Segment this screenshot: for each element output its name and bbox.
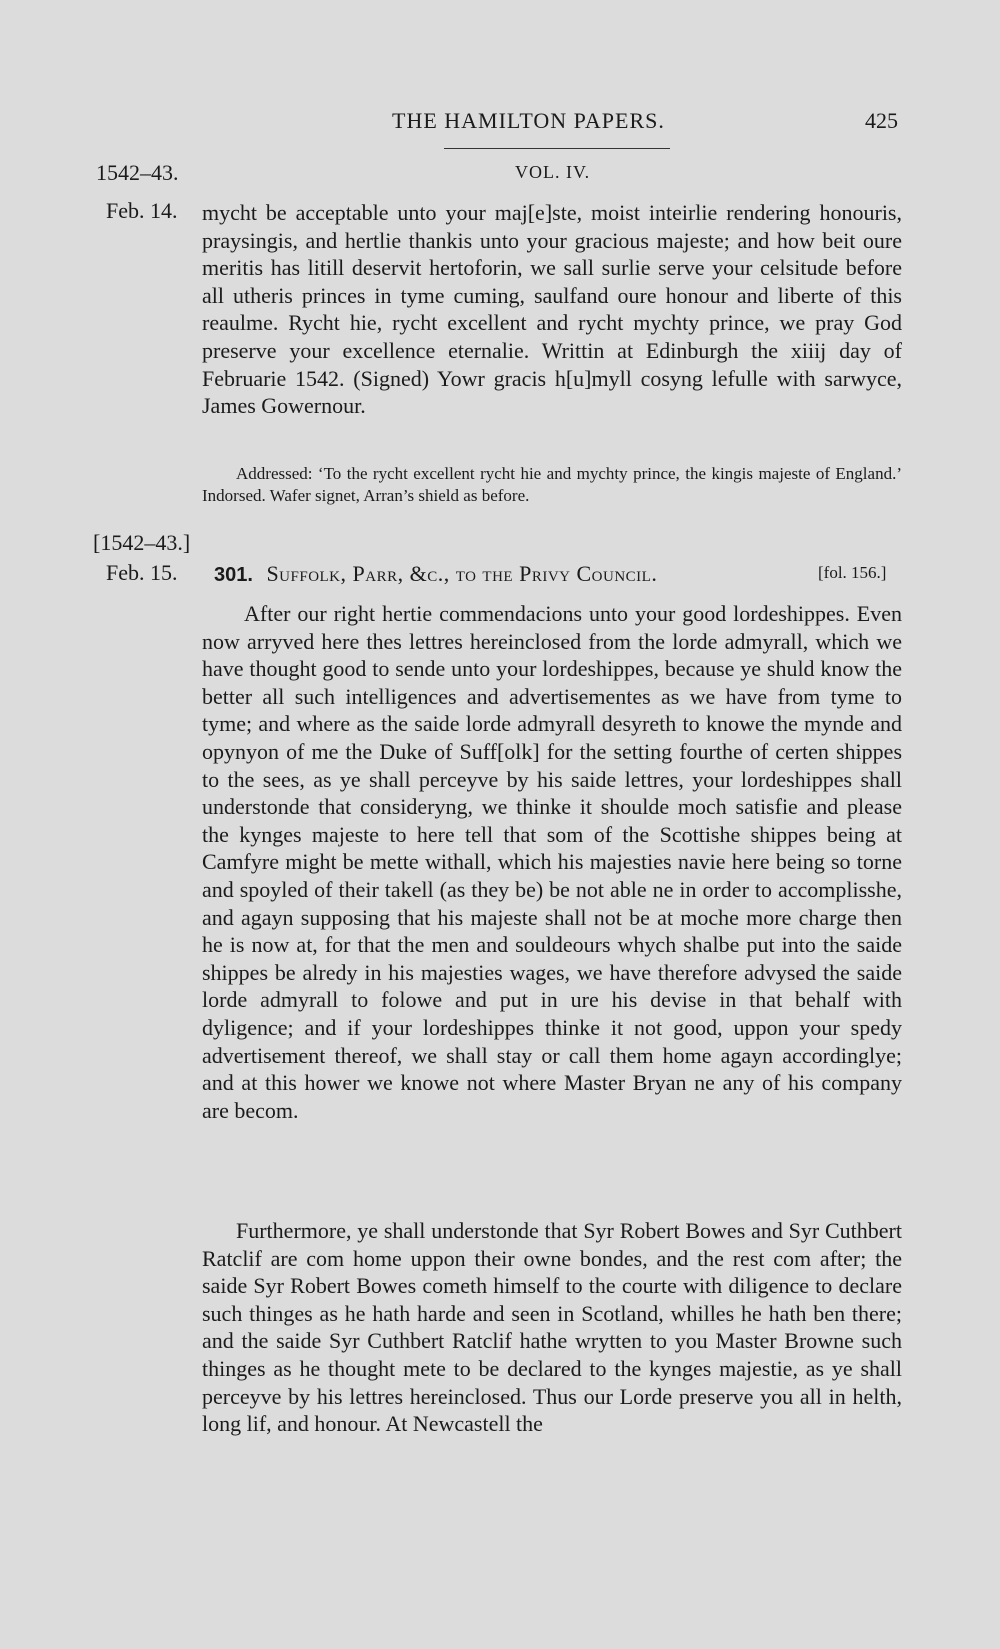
volume-label: VOL. IV. <box>515 162 591 182</box>
margin-year: 1542–43. <box>96 160 179 185</box>
folio-reference: [fol. 156.] <box>818 563 887 582</box>
entry-title: Suffolk, Parr, &c., to the Privy Council. <box>266 561 658 586</box>
entry-number: 301. <box>214 564 253 586</box>
page-number: 425 <box>865 108 898 133</box>
title-rule <box>444 148 670 149</box>
margin-date-feb-15: Feb. 15. <box>106 560 178 585</box>
entry-heading <box>214 561 657 587</box>
letter-text: mycht be acceptable unto your maj[e]ste, moist inteirlie rendering honouris, praysingis, and hertlie thankis unto your gracious majeste; and how beit oure meritis has litill deservit hertoforin, we sall surlie serve your celsitude before all utheris princes in tyme cuming, saulfand oure honour and liberte of this reaulme. Rycht hie, rycht excellent and rycht mychty prince, we pray God preserve your excellence eternalie. Writtin at Edinburgh the xiiij day of Februarie 1542. (Signed) Yowr gracis h[u]myll cosyng lefulle with sarwyce, James Gowernour. <box>202 200 902 419</box>
margin-year-bracket: [1542–43.] <box>93 530 191 555</box>
letter-paragraph-1: After our right hertie commendacions unto your good lordeshippes. Even now arryved here thes lettres hereinclosed from the lorde admyrall, which we have thought good to sende unto your lordeshippes, because ye shuld know the better all such intelligences and advertisementes as we have from tyme to tyme; and where as the saide lorde admyrall desyreth to knowe the mynde and opynyon of me the Duke of Suff[olk] for the setting fourthe of certen shippes to the sees, as ye shall perceyve by his saide lettres, your lordeshippes shall understonde that consideryng, we thinke it shoulde moch satisfie and please the kynges majeste to here tell that som of the Scottishe shippes being at Camfyre might be mette withall, which his majesties navie here being so torne and spoyled of their takell (as they be) be not able ne in order to accomplisshe, and agayn supposing that his majeste shall not be at moche more charge then he is now at, for that the men and souldeours whych shalbe put into the saide shippes be alredy in his majesties wages, we have therefore advysed the saide lorde admyrall to folowe and put in ure his devise in that behalf with dyligence; and if your lordeshippes thinke it not good, uppon your spedy advertisement thereof, we shall stay or call them home agayn accordinglye; and at this hower we knowe not where Master Bryan ne any of his company are becom. <box>202 601 902 1123</box>
margin-date-feb-14: Feb. 14. <box>106 198 178 223</box>
address-note: Addressed: ‘To the rycht excellent rycht hie and mychty prince, the kingis majeste of England.’ Indorsed. Wafer signet, Arran’s shield as before. <box>202 464 902 505</box>
letter-paragraph-2: Furthermore, ye shall understonde that Syr Robert Bowes and Syr Cuthbert Ratclif are com home uppon their owne bondes, and the rest com after; the saide Syr Robert Bowes cometh himself to the courte with diligence to declare such thinges as he hath harde and seen in Scotland, whilles he hath ben there; and the saide Syr Cuthbert Ratclif hathe wrytten to you Master Browne such thinges as he thought mete to be declared to the kynges majestie, as ye shall perceyve by his lettres hereinclosed. Thus our Lorde preserve you all in helth, long lif, and honour. At Newcastell the <box>202 1218 902 1437</box>
running-title: THE HAMILTON PAPERS. <box>392 108 665 133</box>
